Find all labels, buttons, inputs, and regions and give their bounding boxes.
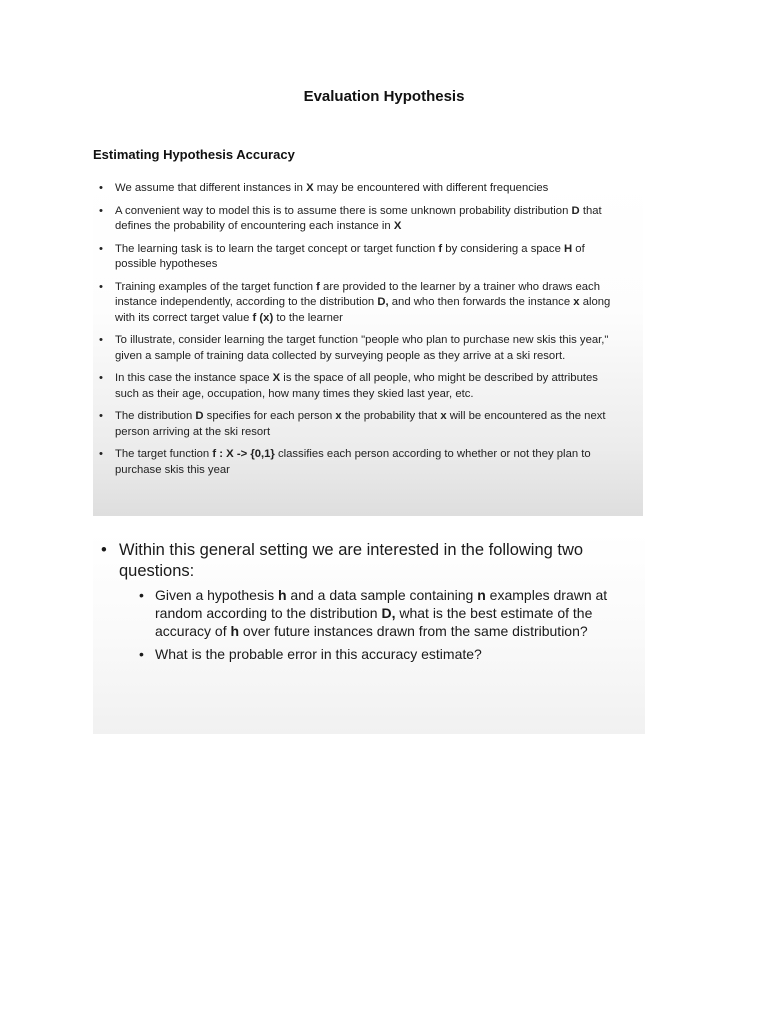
questions-intro xyxy=(101,540,635,582)
body-text: to the learner xyxy=(273,311,343,324)
bullet-icon: • xyxy=(99,334,103,346)
slide-image-questions xyxy=(93,532,645,734)
bullet-icon: • xyxy=(99,410,103,422)
bullet-icon: • xyxy=(139,646,144,662)
body-text: of possible hypotheses xyxy=(115,242,585,270)
assumption-item xyxy=(97,181,623,197)
assumption-item xyxy=(97,280,623,327)
assumption-item xyxy=(97,409,623,440)
body-text: and who then forwards the instance xyxy=(388,296,574,308)
body-text: The target function xyxy=(115,448,213,460)
body-text: Given a hypothesis xyxy=(155,587,278,603)
body-text: are provided to the learner by a trainer who draws each instance independently, according to the distribution xyxy=(115,280,600,308)
emphasis-text: f xyxy=(316,280,320,293)
emphasis-text: D, xyxy=(381,605,396,621)
page-title: Evaluation Hypothesis xyxy=(303,88,465,105)
body-text: by considering a space xyxy=(442,242,564,255)
assumption-item xyxy=(97,242,623,273)
slide-image-assumptions xyxy=(93,176,643,516)
question-item xyxy=(137,645,635,663)
emphasis-text: X xyxy=(306,182,314,194)
body-text: what is the best estimate of the accuracy of xyxy=(155,605,593,639)
body-text: specifies for each person xyxy=(203,410,336,422)
emphasis-text: h xyxy=(230,623,240,639)
body-text: We assume that different instances in xyxy=(115,182,307,194)
emphasis-text: f : X -> {0,1} xyxy=(212,448,275,460)
body-text: Training examples of the target function xyxy=(115,280,317,293)
body-text: is the space of all people, who might be described by attributes such as their age, occupation, how many times they skied last year, etc. xyxy=(115,372,598,400)
bullet-icon: • xyxy=(99,280,103,293)
body-text: and a data sample containing xyxy=(286,587,478,603)
body-text: What is the probable error in this accuracy estimate? xyxy=(155,646,482,662)
section-heading: Estimating Hypothesis Accuracy xyxy=(93,147,295,162)
emphasis-text: X xyxy=(272,372,281,384)
assumption-item xyxy=(97,204,623,235)
assumption-item xyxy=(97,333,623,364)
assumption-item xyxy=(97,447,623,478)
body-text: the probability that xyxy=(341,410,441,422)
body-text: along with its correct target value xyxy=(115,296,611,324)
body-text: may be encountered with different frequencies xyxy=(313,182,549,194)
body-text: that defines the probability of encountering each instance in xyxy=(115,204,602,232)
bullet-icon: • xyxy=(99,448,103,460)
bullet-icon: • xyxy=(99,182,103,194)
body-text: The learning task is to learn the target concept or target function xyxy=(115,242,439,255)
assumptions-list xyxy=(97,181,623,478)
body-text: The distribution xyxy=(115,410,196,422)
questions-intro-text: Within this general setting we are interested in the following two questions: xyxy=(119,541,584,580)
bullet-icon: • xyxy=(99,204,103,217)
emphasis-text: D xyxy=(571,204,580,217)
emphasis-text: f xyxy=(438,242,443,255)
emphasis-text: x xyxy=(335,410,342,422)
body-text: over future instances drawn from the same distribution? xyxy=(239,623,588,639)
emphasis-text: h xyxy=(277,587,287,603)
body-text: To illustrate, consider learning the target function "people who plan to purchase new skis this year," given a sample of training data collected by surveying people as they arrive at a ski resort. xyxy=(115,334,609,362)
bullet-icon: • xyxy=(101,541,107,559)
emphasis-text: D, xyxy=(377,296,389,308)
emphasis-text: X xyxy=(393,220,402,232)
emphasis-text: D xyxy=(195,410,204,422)
emphasis-text: x xyxy=(440,410,447,422)
questions-list xyxy=(101,586,635,663)
emphasis-text: x xyxy=(573,296,580,308)
bullet-icon: • xyxy=(99,372,103,384)
bullet-icon: • xyxy=(99,242,103,255)
body-text: classifies each person according to whether or not they plan to purchase skis this year xyxy=(115,448,591,476)
assumption-item xyxy=(97,371,623,402)
body-text: In this case the instance space xyxy=(115,372,273,384)
body-text: will be encountered as the next person arriving at the ski resort xyxy=(115,410,606,438)
body-text: examples drawn at random according to the distribution xyxy=(155,587,608,621)
emphasis-text: n xyxy=(477,587,486,603)
bullet-icon: • xyxy=(139,587,144,603)
emphasis-text: H xyxy=(564,242,573,255)
body-text: A convenient way to model this is to assume there is some unknown probability distribution xyxy=(115,204,572,217)
question-item xyxy=(137,586,635,640)
emphasis-text: f (x) xyxy=(252,311,274,324)
